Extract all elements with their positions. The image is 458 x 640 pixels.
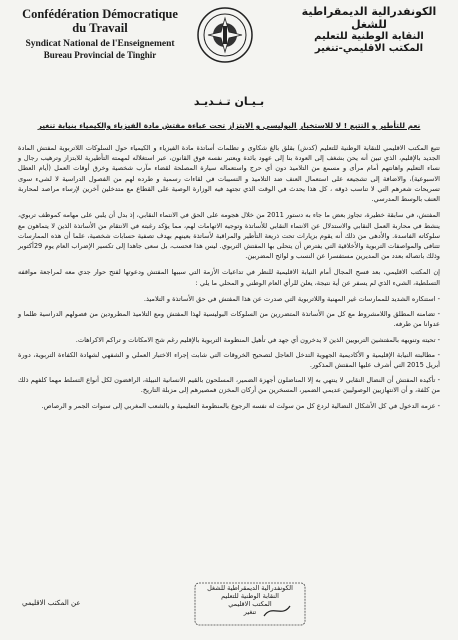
demand-item: - تضامنه المطلق واللامشروط مع كل من الأساتذة المتضررين من السلوكات البوليسية لهذا المفتش ومع التلاميذ المطرودين من فصولهم الدراسية ظلما و عدوانا من طرفه. [18, 310, 440, 329]
stamp-line: الكونفدرالية الديمقراطية للشغل [207, 584, 293, 592]
arabic-header [294, 6, 444, 54]
french-office-name: Bureau Provincial de Tinghir [43, 49, 157, 60]
arabic-union-name: النقابة الوطنية للتعليم [314, 31, 424, 43]
office-stamp [194, 584, 306, 617]
french-org-name: Confédération Démocratique du Travail [22, 7, 178, 35]
arabic-office-name: المكتب الاقليمي-تنغير [314, 42, 424, 54]
demand-item: - تأكيده المفتش أن النضال النقابي لا ينتهي به إلا المناضلون أجهزة الضمير، المسلحون بالقيم الانسانية النبيلة، الرافضون لكل أنواع التسلط مهما كلفهم ذلك من كلفة، و أن الانتهازيين الوصوليين عديمي الضمير، المسخرين من أركان المخزن فمصيرهم إلى مزبلة التاريخ. [18, 376, 440, 395]
document-subtitle: نعم للتأطير و التتبع ! لا للاستخبار البوليسي و الابتزاز تحت عباءة مفتش مادة الفيزياء والكيمياء بنيابة تنغير [37, 121, 421, 130]
cdt-emblem-icon [196, 6, 254, 64]
demand-item: - مطالبته النيابة الإقليمية و الأكاديمية الجهوية التدخل العاجل لتصحيح الخروقات التي شابت إجراء الاختبار العملي و الشفهي لشهادة الكفاءة التربوية، دورة أبريل 2015 التي أشرف عليها المفتش المذكور. [18, 350, 440, 369]
demand-item: - عزمه الدخول في كل الأشكال النضالية لردع كل من سولت له نفسه الرجوع بالمنظومة التعليمية و بالشعب المغربي إلى سنوات الجمر و الرصاص. [41, 401, 440, 410]
stamp-line: النقابة الوطنية للتعليم [221, 592, 279, 601]
stamp-line: المكتب الاقليمي [228, 600, 272, 609]
paragraph: إن المكتب الاقليمي، بعد فسح المجال أمام النيابة الاقليمية للنظر في تداعيات الأزمة التي سببها المفتش ودعوتها لفتح حوار جدي معه لمراجعة مواقفه التسلطية، الشيء الذي لم يسفر عن أية نتيجة، يعلن للرأي العام الوطني و المحلي ما يلي : [18, 268, 440, 287]
demand-item: - استنكاره الشديد للممارسات غير المهنية واللاتربوية التي صدرت عن هذا المفتش في حق الأساتذة و التلاميذ. [143, 294, 440, 303]
document-body [18, 143, 440, 416]
signature-line: عن المكتب الاقليمي [22, 599, 81, 607]
document-title: بـيـان تـنـديـد [193, 95, 265, 108]
demand-item: - تحيته وتنويهه بالمفتشين التربويين الذين لا يدخرون أي جهد في تأهيل المنظومة التربوية بالإقليم رغم شح الامكانات و تراكم الاكراهات. [75, 335, 440, 344]
paragraph: المفتش، في سابقة خطيرة، تجاوز بعض ما جاء به دستور 2011 من خلال هجومه على الحق في الانتماء النقابي، إذ بدل أن يلبي على مهامه كموظف تربوي، ينشط في محاربة العمل النقابي والاستدلال عن الانتماء النقابي للأساتذة وتوجيه الاتهامات لهم، مما يؤكد رغبته في الانتقام من الأساتذة الذين لا يتماهون مع سلوكاته الفاسدة. والأدهى من ذلك أنه يقوم بزيارات تحت ذريعة التأطير والمراقبة لأساتذة بعينهم بهدف تصفية حسابات شخصية، علما أن هذه الممارسات تتنافى والمواصفات التربوية والأخلاقية التي يفترض أن يتحلى بها المفتش التربوي. ليس هذا فحسب، بل سعى جاهدا إلى تكسير الإضراب العام يوم 29أكتوبر وذلك باتصاله بعدد من المديرين مستفسرا عن النسب و لوائح المضربين. [18, 211, 440, 261]
paragraph: تتبع المكتب الاقليمي للنقابة الوطنية للتعليم (كدش) بقلق بالغ شكاوى و تظلمات أساتذة مادة الفيزياء و الكيمياء حول السلوكات اللاتربوية لمفتش المادة الجديد بالإقليم، الذي تبين أنه يحن بشغف إلى العودة بنا إلى عهود بائدة ويعتبر نفسه فوق القانون، عبر استغلاله لمهمته التأطيرية للابتزاز وترهيب رجال و نساء التعليم واهانتهم أمام مرأى و مسمع من التلاميذ دون أي حرج واستعماله سيارة المصلحة لقضاء مآرب شخصية وخرق أوقات العمل (أيام العطل الاسبوعية)، والاضافة إلى تشجيعه على استعمال العنف ضد التلاميذ و التسيبات في لقاءات رسمية و طرده لهم من الفصول الدراسية لا لشيء سوى تسريحات شعرهم التي لا تناسب ذوقه ، كل هذا يحدث في الوقت الذي تجتهد فيه الوزارة الوصية على القطاع مع متدخلين آخرين لإرساء مراصد لمحاربة العنف بالوسط المدرسي. [18, 144, 440, 204]
french-union-name: Syndicat National de l'Enseignement [25, 38, 175, 49]
stamp-line: تنغير [243, 608, 257, 617]
arabic-org-name: الكونفدرالية الديمقراطية للشغل [301, 5, 437, 31]
french-header [20, 8, 180, 61]
